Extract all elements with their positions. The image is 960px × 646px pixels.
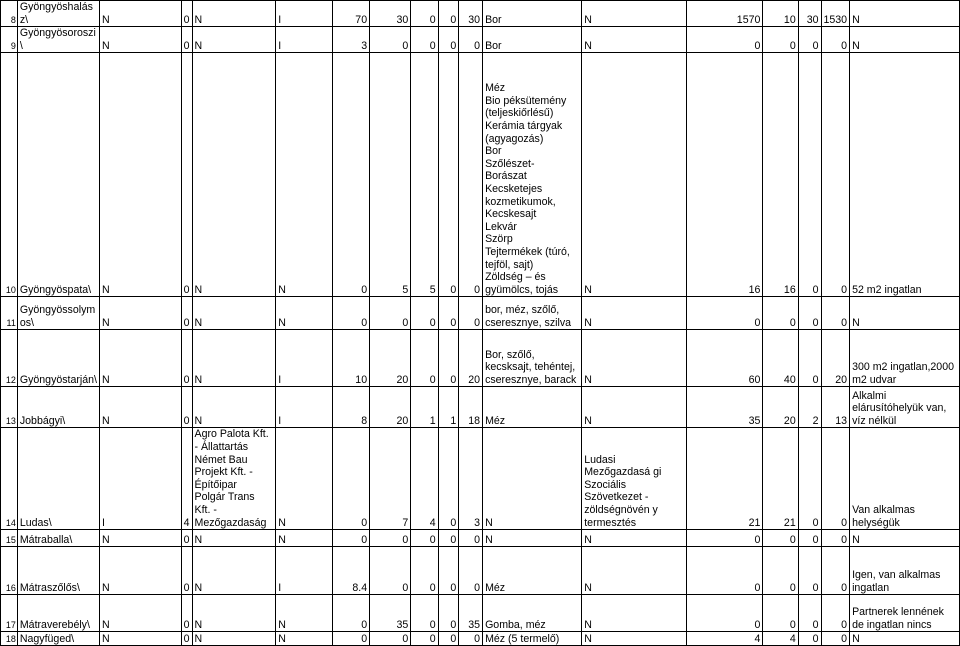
cell-c6[interactable]: 30 — [370, 1, 411, 27]
cell-c9[interactable]: 0 — [459, 27, 483, 53]
cell-c10[interactable]: Méz Bio péksütemény (teljeskiőrlésű) Kerámia tárgyak (agyagozás) Bor Szőlészet- Borászat Kecsketejes kozmetikumok, Kecskesajt Lekvár Szörp Tejtermékek (túró, tejföl, sajt) Zöldség – és gyümölcs, tojás — [483, 53, 582, 297]
cell-c15[interactable]: 13 — [821, 387, 850, 428]
cell-c3[interactable]: Agro Palota Kft. - Állattartás Német Bau Projekt Kft. - Építőipar Polgár Trans Kft. - Mezőgazdaság — [192, 428, 276, 530]
cell-c9[interactable]: 0 — [459, 53, 483, 297]
cell-c15[interactable]: 20 — [821, 330, 850, 387]
cell-no[interactable]: 16 — [1, 547, 18, 595]
cell-c16[interactable]: Partnerek lennének de ingatlan nincs — [850, 595, 960, 632]
cell-c15[interactable]: 0 — [821, 27, 850, 53]
cell-c9[interactable]: 0 — [459, 632, 483, 646]
cell-name[interactable]: Mátraszőlős\ — [17, 547, 99, 595]
cell-c3[interactable]: N — [192, 1, 276, 27]
cell-c10[interactable]: bor, méz, szőlő, cseresznye, szilva — [483, 297, 582, 330]
cell-c2[interactable]: 0 — [181, 27, 192, 53]
cell-c5[interactable]: 0 — [332, 632, 369, 646]
cell-c2[interactable]: 0 — [181, 547, 192, 595]
cell-c3[interactable]: N — [192, 330, 276, 387]
table-row — [1, 428, 960, 530]
table-row — [1, 1, 960, 27]
cell-no[interactable]: 8 — [1, 1, 18, 27]
cell-c8[interactable]: 0 — [438, 547, 459, 595]
cell-c12[interactable]: 0 — [687, 547, 763, 595]
cell-c9[interactable]: 35 — [459, 595, 483, 632]
cell-c7[interactable]: 0 — [411, 632, 438, 646]
cell-c11[interactable]: N — [582, 595, 687, 632]
cell-c7[interactable]: 5 — [411, 53, 438, 297]
cell-c10[interactable]: N — [483, 530, 582, 547]
cell-c4[interactable]: N — [276, 530, 332, 547]
cell-c4[interactable]: N — [276, 53, 332, 297]
cell-c10[interactable]: Méz — [483, 547, 582, 595]
cell-c6[interactable]: 7 — [370, 428, 411, 530]
cell-c1[interactable]: N — [100, 297, 182, 330]
table-row — [1, 53, 960, 297]
table-row — [1, 595, 960, 632]
cell-c9[interactable]: 0 — [459, 530, 483, 547]
table-row — [1, 387, 960, 428]
cell-c10[interactable]: N — [483, 428, 582, 530]
cell-c13[interactable]: 10 — [763, 1, 798, 27]
cell-c5[interactable]: 3 — [332, 27, 369, 53]
cell-name[interactable]: Mátraverebély\ — [17, 595, 99, 632]
table-body — [1, 1, 960, 646]
cell-c8[interactable]: 0 — [438, 595, 459, 632]
cell-c11[interactable]: Ludasi Mezőgazdasá gi Szociális Szövetkezet - zöldségnövén y termesztés — [582, 428, 687, 530]
cell-c2[interactable]: 4 — [181, 428, 192, 530]
cell-c3[interactable]: N — [192, 530, 276, 547]
cell-c6[interactable]: 20 — [370, 387, 411, 428]
cell-no[interactable]: 10 — [1, 53, 18, 297]
cell-name[interactable]: Gyöngyöstarján\ — [17, 330, 99, 387]
cell-c1[interactable]: N — [100, 530, 182, 547]
cell-c16[interactable]: N — [850, 1, 960, 27]
cell-c12[interactable]: 21 — [687, 428, 763, 530]
cell-c11[interactable]: N — [582, 1, 687, 27]
cell-c3[interactable]: N — [192, 595, 276, 632]
cell-c4[interactable]: I — [276, 330, 332, 387]
cell-c4[interactable]: I — [276, 27, 332, 53]
cell-c15[interactable]: 1530 — [821, 1, 850, 27]
cell-c11[interactable]: N — [582, 547, 687, 595]
cell-c11[interactable]: N — [582, 330, 687, 387]
cell-c1[interactable]: N — [100, 1, 182, 27]
cell-c1[interactable]: N — [100, 632, 182, 646]
cell-name[interactable]: Gyöngyöshalás z\ — [17, 1, 99, 27]
cell-c1[interactable]: N — [100, 53, 182, 297]
cell-c15[interactable]: 0 — [821, 632, 850, 646]
cell-c16[interactable]: 300 m2 ingatlan,2000 m2 udvar — [850, 330, 960, 387]
cell-c5[interactable]: 0 — [332, 595, 369, 632]
cell-c14[interactable]: 0 — [798, 595, 821, 632]
cell-c8[interactable]: 1 — [438, 387, 459, 428]
cell-c8[interactable]: 0 — [438, 632, 459, 646]
cell-c13[interactable]: 0 — [763, 297, 798, 330]
cell-name[interactable]: Mátraballa\ — [17, 530, 99, 547]
cell-c15[interactable]: 0 — [821, 530, 850, 547]
cell-c3[interactable]: N — [192, 27, 276, 53]
cell-c7[interactable]: 0 — [411, 330, 438, 387]
cell-c3[interactable]: N — [192, 387, 276, 428]
cell-c5[interactable]: 0 — [332, 428, 369, 530]
cell-c2[interactable]: 0 — [181, 53, 192, 297]
cell-c7[interactable]: 0 — [411, 530, 438, 547]
cell-c9[interactable]: 18 — [459, 387, 483, 428]
cell-no[interactable]: 12 — [1, 330, 18, 387]
cell-c13[interactable]: 0 — [763, 595, 798, 632]
cell-c6[interactable]: 20 — [370, 330, 411, 387]
cell-c5[interactable]: 0 — [332, 297, 369, 330]
cell-c6[interactable]: 35 — [370, 595, 411, 632]
cell-no[interactable]: 18 — [1, 632, 18, 646]
cell-c13[interactable]: 0 — [763, 547, 798, 595]
cell-c14[interactable]: 0 — [798, 27, 821, 53]
cell-c1[interactable]: N — [100, 547, 182, 595]
cell-c9[interactable]: 30 — [459, 1, 483, 27]
cell-name[interactable]: Nagyfüged\ — [17, 632, 99, 646]
table-row — [1, 27, 960, 53]
cell-c3[interactable]: N — [192, 547, 276, 595]
cell-c8[interactable]: 0 — [438, 53, 459, 297]
cell-c14[interactable]: 2 — [798, 387, 821, 428]
cell-c5[interactable]: 8.4 — [332, 547, 369, 595]
cell-c14[interactable]: 0 — [798, 297, 821, 330]
cell-c10[interactable]: Méz (5 termelő) — [483, 632, 582, 646]
cell-no[interactable]: 17 — [1, 595, 18, 632]
cell-c12[interactable]: 35 — [687, 387, 763, 428]
cell-c7[interactable]: 0 — [411, 1, 438, 27]
cell-c5[interactable]: 70 — [332, 1, 369, 27]
cell-c7[interactable]: 0 — [411, 595, 438, 632]
cell-c14[interactable]: 0 — [798, 330, 821, 387]
cell-name[interactable]: Gyöngyössolym os\ — [17, 297, 99, 330]
cell-c10[interactable]: Méz — [483, 387, 582, 428]
cell-c6[interactable]: 0 — [370, 27, 411, 53]
cell-c16[interactable]: Igen, van alkalmas ingatlan — [850, 547, 960, 595]
cell-c12[interactable]: 0 — [687, 530, 763, 547]
cell-c12[interactable]: 16 — [687, 53, 763, 297]
cell-c7[interactable]: 0 — [411, 27, 438, 53]
cell-c8[interactable]: 0 — [438, 530, 459, 547]
table-row — [1, 547, 960, 595]
cell-c14[interactable]: 30 — [798, 1, 821, 27]
cell-c13[interactable]: 40 — [763, 330, 798, 387]
cell-c11[interactable]: N — [582, 632, 687, 646]
cell-c12[interactable]: 0 — [687, 595, 763, 632]
cell-c10[interactable]: Bor — [483, 27, 582, 53]
cell-no[interactable]: 9 — [1, 27, 18, 53]
cell-c6[interactable]: 0 — [370, 530, 411, 547]
cell-c7[interactable]: 4 — [411, 428, 438, 530]
cell-c9[interactable]: 3 — [459, 428, 483, 530]
cell-c13[interactable]: 20 — [763, 387, 798, 428]
table-row — [1, 530, 960, 547]
cell-c15[interactable]: 0 — [821, 428, 850, 530]
cell-c6[interactable]: 5 — [370, 53, 411, 297]
cell-c2[interactable]: 0 — [181, 387, 192, 428]
cell-c6[interactable]: 0 — [370, 547, 411, 595]
cell-c4[interactable]: N — [276, 632, 332, 646]
cell-no[interactable]: 13 — [1, 387, 18, 428]
cell-c11[interactable]: N — [582, 53, 687, 297]
table-row — [1, 632, 960, 646]
cell-c5[interactable]: 10 — [332, 330, 369, 387]
cell-c8[interactable]: 0 — [438, 330, 459, 387]
cell-c8[interactable]: 0 — [438, 297, 459, 330]
cell-c7[interactable]: 1 — [411, 387, 438, 428]
cell-c7[interactable]: 0 — [411, 297, 438, 330]
cell-c4[interactable]: I — [276, 547, 332, 595]
cell-c2[interactable]: 0 — [181, 297, 192, 330]
cell-c2[interactable]: 0 — [181, 1, 192, 27]
cell-c12[interactable]: 0 — [687, 297, 763, 330]
table-row — [1, 297, 960, 330]
cell-c4[interactable]: I — [276, 1, 332, 27]
cell-c16[interactable]: N — [850, 27, 960, 53]
cell-c15[interactable]: 0 — [821, 297, 850, 330]
cell-c1[interactable]: N — [100, 27, 182, 53]
table-row — [1, 330, 960, 387]
cell-c16[interactable]: N — [850, 297, 960, 330]
cell-c8[interactable]: 0 — [438, 27, 459, 53]
cell-c13[interactable]: 0 — [763, 530, 798, 547]
cell-c1[interactable]: I — [100, 428, 182, 530]
cell-c2[interactable]: 0 — [181, 530, 192, 547]
cell-c12[interactable]: 1570 — [687, 1, 763, 27]
cell-c13[interactable]: 21 — [763, 428, 798, 530]
cell-c12[interactable]: 4 — [687, 632, 763, 646]
cell-c5[interactable]: 8 — [332, 387, 369, 428]
cell-c4[interactable]: I — [276, 387, 332, 428]
cell-c6[interactable]: 0 — [370, 632, 411, 646]
cell-c7[interactable]: 0 — [411, 547, 438, 595]
cell-c3[interactable]: N — [192, 53, 276, 297]
cell-name[interactable]: Gyöngyösoroszi \ — [17, 27, 99, 53]
cell-c11[interactable]: N — [582, 27, 687, 53]
cell-c15[interactable]: 0 — [821, 53, 850, 297]
cell-c10[interactable]: Gomba, méz — [483, 595, 582, 632]
cell-c14[interactable]: 0 — [798, 547, 821, 595]
cell-c16[interactable]: 52 m2 ingatlan — [850, 53, 960, 297]
cell-c13[interactable]: 16 — [763, 53, 798, 297]
cell-c4[interactable]: N — [276, 595, 332, 632]
cell-name[interactable]: Jobbágyi\ — [17, 387, 99, 428]
cell-c14[interactable]: 0 — [798, 632, 821, 646]
cell-c9[interactable]: 20 — [459, 330, 483, 387]
cell-c10[interactable]: Bor — [483, 1, 582, 27]
cell-c11[interactable]: N — [582, 297, 687, 330]
cell-c2[interactable]: 0 — [181, 595, 192, 632]
cell-c16[interactable]: N — [850, 632, 960, 646]
cell-c15[interactable]: 0 — [821, 547, 850, 595]
cell-c10[interactable]: Bor, szőlő, kecsksajt, tehéntej, cseresznye, barack — [483, 330, 582, 387]
cell-c13[interactable]: 4 — [763, 632, 798, 646]
cell-c11[interactable]: N — [582, 387, 687, 428]
cell-c14[interactable]: 0 — [798, 530, 821, 547]
cell-c9[interactable]: 0 — [459, 297, 483, 330]
cell-c16[interactable]: Alkalmi elárusítóhelyük van, víz nélkül — [850, 387, 960, 428]
cell-no[interactable]: 15 — [1, 530, 18, 547]
cell-c1[interactable]: N — [100, 330, 182, 387]
cell-c2[interactable]: 0 — [181, 330, 192, 387]
cell-c5[interactable]: 0 — [332, 53, 369, 297]
cell-c8[interactable]: 0 — [438, 1, 459, 27]
cell-c4[interactable]: N — [276, 297, 332, 330]
cell-c5[interactable]: 0 — [332, 530, 369, 547]
cell-c1[interactable]: N — [100, 387, 182, 428]
cell-c2[interactable]: 0 — [181, 632, 192, 646]
cell-c14[interactable]: 0 — [798, 428, 821, 530]
cell-c14[interactable]: 0 — [798, 53, 821, 297]
cell-c16[interactable]: N — [850, 530, 960, 547]
cell-c12[interactable]: 0 — [687, 27, 763, 53]
cell-c9[interactable]: 0 — [459, 547, 483, 595]
cell-c3[interactable]: N — [192, 632, 276, 646]
cell-c15[interactable]: 0 — [821, 595, 850, 632]
cell-c4[interactable]: N — [276, 428, 332, 530]
cell-c1[interactable]: N — [100, 595, 182, 632]
cell-name[interactable]: Gyöngyöspata\ — [17, 53, 99, 297]
cell-c11[interactable]: N — [582, 530, 687, 547]
cell-c16[interactable]: Van alkalmas helységük — [850, 428, 960, 530]
cell-c13[interactable]: 0 — [763, 27, 798, 53]
cell-c12[interactable]: 60 — [687, 330, 763, 387]
cell-name[interactable]: Ludas\ — [17, 428, 99, 530]
cell-no[interactable]: 14 — [1, 428, 18, 530]
cell-c6[interactable]: 0 — [370, 297, 411, 330]
cell-c3[interactable]: N — [192, 297, 276, 330]
cell-no[interactable]: 11 — [1, 297, 18, 330]
cell-c8[interactable]: 0 — [438, 428, 459, 530]
